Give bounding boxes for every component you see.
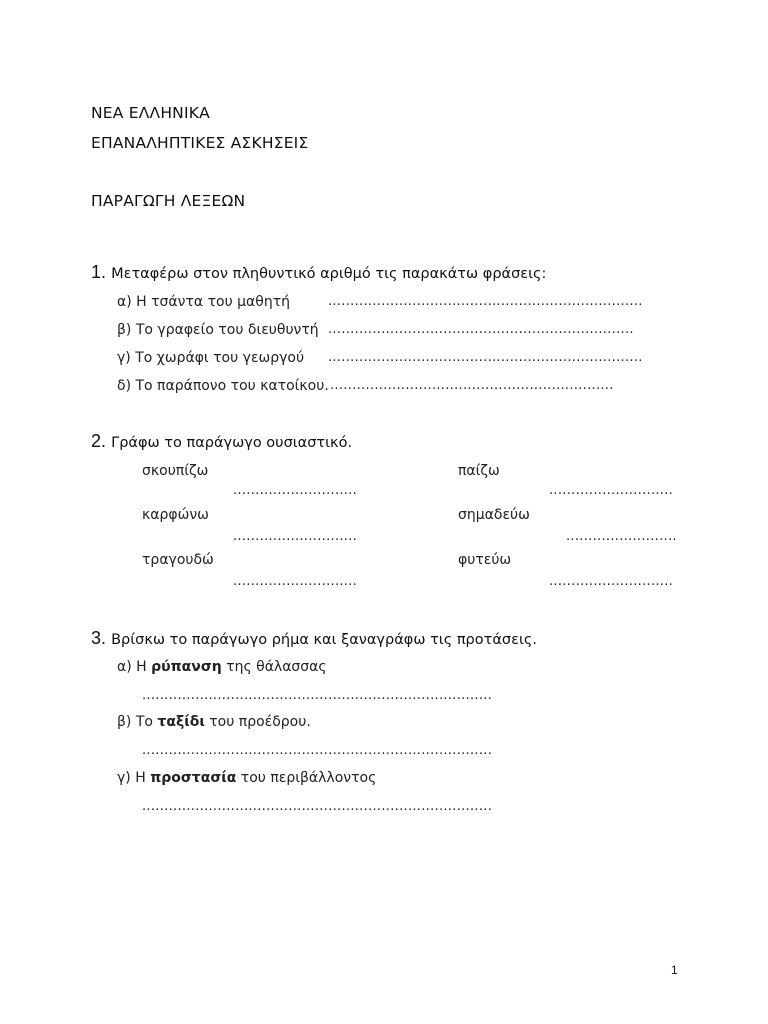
- exercise-2-blank-skoupizo: ............................: [233, 483, 358, 498]
- exercise-1-item-c-label: γ) Το χωράφι του γεωργού: [117, 350, 305, 366]
- exercise-3-instruction: Βρίσκω το παράγωγο ρήμα και ξαναγράφω τις προτάσεις.: [111, 632, 537, 648]
- exercise-3-item-a-keyword: ρύπανση: [151, 659, 222, 675]
- exercise-2-word-paizo: παίζω: [458, 463, 500, 479]
- exercise-2-word-karfono: καρφώνω: [142, 507, 209, 523]
- document-subtitle: ΕΠΑΝΑΛΗΠΤΙΚΕΣ ΑΣΚΗΣΕΙΣ: [91, 134, 309, 152]
- exercise-1-item-b-label: β) Το γραφείο του διευθυντή: [117, 322, 319, 338]
- exercise-2-blank-fytevo: ............................: [549, 574, 674, 589]
- exercise-1-item-d-label: δ) Το παράπονο του κατοίκου.: [117, 378, 329, 394]
- exercise-3-item-b-suffix: του προέδρου.: [204, 714, 311, 730]
- exercise-3-item-b: [117, 714, 311, 730]
- exercise-3-item-c: [117, 770, 376, 786]
- exercise-3-number: 3.: [91, 628, 107, 648]
- document-topic: ΠΑΡΑΓΩΓΗ ΛΕΞΕΩΝ: [91, 192, 246, 210]
- exercise-1-number: 1.: [91, 262, 107, 282]
- exercise-2-word-simadevo: σημαδεύω: [458, 507, 530, 523]
- exercise-1-item-d-blank: ................................................................: [330, 378, 614, 393]
- exercise-3-item-c-blank: ...............................................................................: [142, 799, 493, 814]
- exercise-2-word-fytevo: φυτεύω: [458, 552, 512, 568]
- exercise-3-item-c-prefix: γ) Η: [117, 770, 151, 786]
- exercise-1-heading: [91, 262, 546, 283]
- page-number: 1: [671, 963, 678, 977]
- exercise-2-word-tragoudo: τραγουδώ: [142, 552, 214, 568]
- exercise-3-item-c-suffix: του περιβάλλοντος: [236, 770, 377, 786]
- exercise-1-item-b-blank: .....................................................................: [328, 322, 634, 337]
- exercise-2-instruction: Γράφω το παράγωγο ουσιαστικό.: [111, 435, 353, 451]
- document-subject: ΝΕΑ ΕΛΛΗΝΙΚΑ: [91, 104, 210, 122]
- exercise-3-item-a-blank: ...............................................................................: [142, 688, 493, 703]
- exercise-3-item-b-blank: ...............................................................................: [142, 743, 493, 758]
- exercise-2-blank-simadevo: .........................: [566, 529, 677, 544]
- exercise-2-number: 2.: [91, 431, 107, 451]
- exercise-3-item-c-keyword: προστασία: [150, 770, 237, 786]
- exercise-3-item-a: [117, 659, 327, 675]
- exercise-1-instruction: Μεταφέρω στον πληθυντικό αριθμό τις παρακάτω φράσεις:: [111, 266, 547, 282]
- exercise-1-item-a-label: α) Η τσάντα του μαθητή: [117, 294, 290, 310]
- exercise-3-item-b-keyword: ταξίδι: [157, 714, 205, 730]
- exercise-2-blank-karfono: ............................: [233, 529, 358, 544]
- exercise-3-heading: [91, 628, 537, 649]
- exercise-3-item-b-prefix: β) Το: [117, 714, 158, 730]
- exercise-3-item-a-prefix: α) Η: [117, 659, 152, 675]
- exercise-2-blank-paizo: ............................: [549, 483, 674, 498]
- exercise-2-heading: [91, 431, 352, 452]
- exercise-2-word-skoupizo: σκουπίζω: [142, 463, 209, 479]
- exercise-1-item-c-blank: .......................................................................: [328, 350, 643, 365]
- exercise-1-item-a-blank: .......................................................................: [328, 294, 643, 309]
- exercise-3-item-a-suffix: της θάλασσας: [221, 659, 327, 675]
- exercise-2-blank-tragoudo: ............................: [233, 574, 358, 589]
